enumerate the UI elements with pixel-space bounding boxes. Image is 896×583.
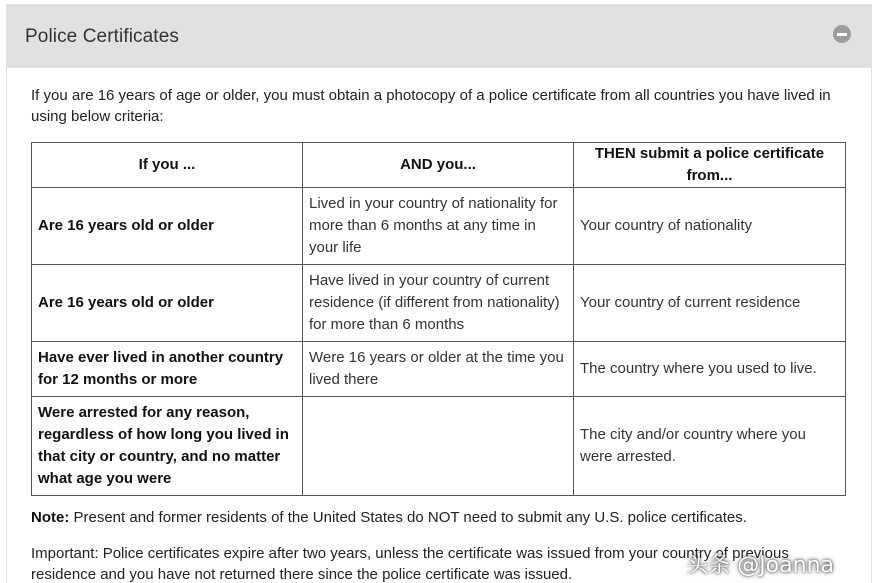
cell-then: The city and/or country where you were arrested. xyxy=(574,397,846,496)
cell-and: Have lived in your country of current residence (if different from nationality) for more than 6 months xyxy=(303,265,574,342)
cell-and: Were 16 years or older at the time you lived there xyxy=(303,342,574,397)
watermark: 头条 @Joanna xyxy=(686,553,834,578)
cell-if: Were arrested for any reason, regardless of how long you lived in that city or country, and no matter what age you were xyxy=(32,397,303,496)
criteria-table xyxy=(31,142,846,496)
note-text xyxy=(31,507,851,528)
cell-and: Lived in your country of nationality for more than 6 months at any time in your life xyxy=(303,188,574,265)
cell-if: Have ever lived in another country for 12 months or more xyxy=(32,342,303,397)
intro-text: If you are 16 years of age or older, you must obtain a photocopy of a police certificate from all countries you have lived in using below criteria: xyxy=(31,87,831,125)
table-row xyxy=(32,265,846,342)
table-row xyxy=(32,397,846,496)
cell-if: Are 16 years old or older xyxy=(32,265,303,342)
cell-and xyxy=(303,397,574,496)
note-body: Present and former residents of the United States do NOT need to submit any U.S. police certificates. xyxy=(69,509,747,526)
important-text: Important: Police certificates expire after two years, unless the certificate was issued from your country of previous residence and you have not returned there since the police certificate was issued. xyxy=(31,545,789,583)
header-then: THEN submit a police certificate from... xyxy=(574,143,846,188)
table-row xyxy=(32,342,846,397)
note-label: Note: xyxy=(31,509,70,526)
header-and: AND you... xyxy=(303,143,574,188)
minus-circle-icon[interactable] xyxy=(833,25,851,43)
cell-then: Your country of nationality xyxy=(574,188,846,265)
cell-if: Are 16 years old or older xyxy=(32,188,303,265)
minus-bar xyxy=(837,33,847,36)
panel-header[interactable] xyxy=(7,4,871,68)
cell-then: The country where you used to live. xyxy=(574,342,846,397)
header-if: If you ... xyxy=(32,143,303,188)
table-row xyxy=(32,188,846,265)
cell-then: Your country of current residence xyxy=(574,265,846,342)
police-certificates-panel xyxy=(6,4,872,583)
panel-title: Police Certificates xyxy=(25,26,179,47)
table-header-row xyxy=(32,143,846,188)
